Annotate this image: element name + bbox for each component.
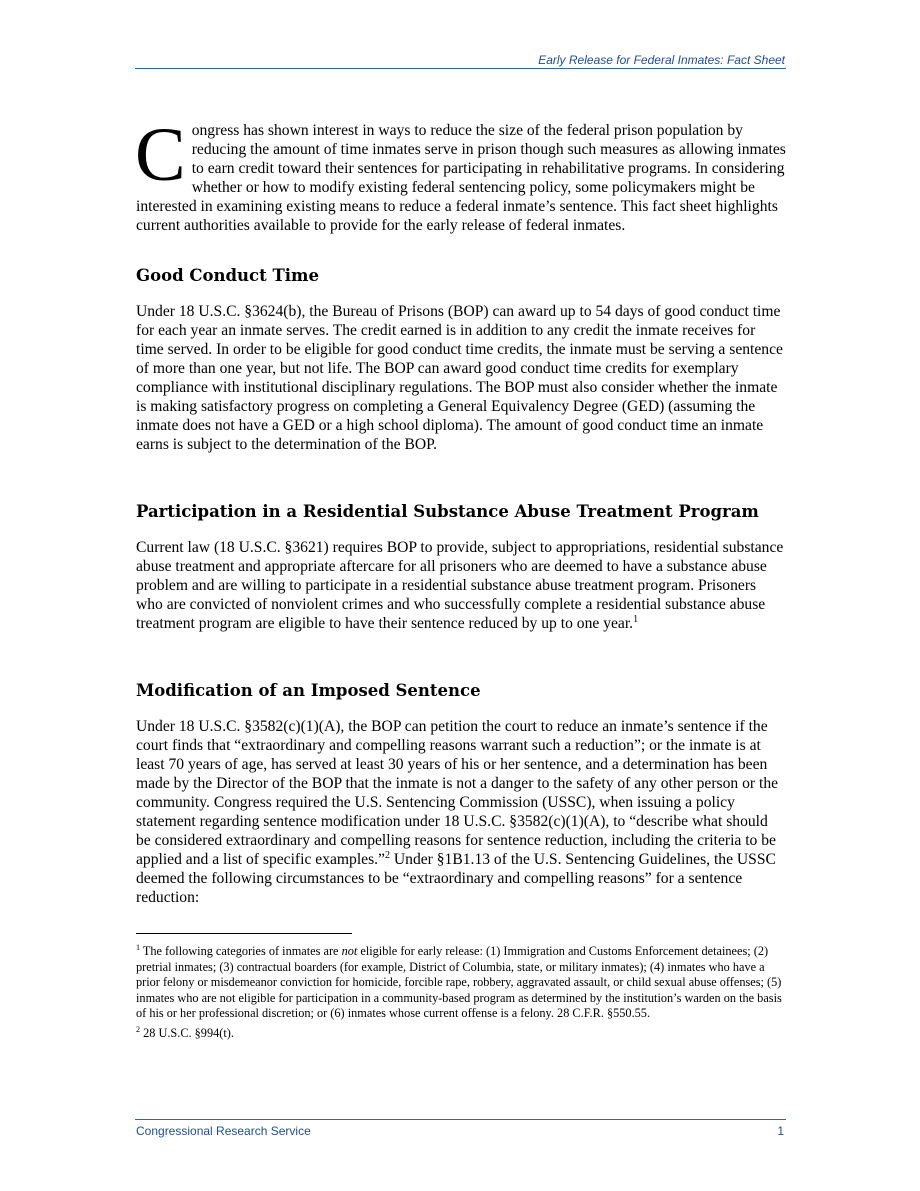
footnote-1 <box>136 944 786 1022</box>
footnotes <box>136 944 786 1046</box>
good-conduct-paragraph: Under 18 U.S.C. §3624(b), the Bureau of Prisons (BOP) can award up to 54 days of good conduct time for each year an inmate serves. The credit earned is in addition to any credit the inmate receives for time served. In order to be eligible for good conduct time credits, the inmate must be serving a sentence of more than one year, but not life. The BOP can award good conduct time credits for exemplary compliance with institutional disciplinary regulations. The BOP must also consider whether the inmate is making satisfactory progress on completing a General Equivalency Degree (GED) (assuming the inmate does not have a GED or a high school diploma). The amount of good conduct time an inmate earns is subject to the determination of the BOP. <box>136 303 783 453</box>
page-number: 1 <box>777 1124 784 1138</box>
footnote-separator <box>136 933 352 934</box>
header-rule <box>135 68 786 69</box>
footer-organization: Congressional Research Service <box>136 1124 311 1138</box>
modification-text-part2: Under §1B1.13 of the U.S. Sentencing Guidelines, the USSC deemed the following circumstances to be “extraordinary and compelling reasons” for a sentence reduction: <box>136 851 776 906</box>
footnote-ref-2[interactable]: 2 <box>384 849 390 861</box>
running-header-title: Early Release for Federal Inmates: Fact Sheet <box>538 53 785 67</box>
substance-abuse-paragraph <box>136 538 786 633</box>
footnote-number-2: 2 <box>136 1024 140 1034</box>
footer-rule <box>135 1119 786 1120</box>
modification-paragraph <box>136 717 786 907</box>
footnote-1-emphasis: not <box>341 944 358 958</box>
substance-abuse-text: Current law (18 U.S.C. §3621) requires BOP to provide, subject to appropriations, residential substance abuse treatment and appropriate aftercare for all prisoners who are deemed to have a substance abuse problem and are willing to participate in a residential substance abuse treatment program. Prisoners who are convicted of nonviolent crimes and who successfully complete a residential substance abuse treatment program are eligible to have their sentence reduced by up to one year. <box>136 539 784 632</box>
footnote-1-text-before: The following categories of inmates are <box>140 944 342 958</box>
footnote-1-text-after: eligible for early release: (1) Immigration and Customs Enforcement detainees; (2) pretrial inmates; (3) contractual boarders (for example, District of Columbia, state, or military inmates); (4) inmates who have a prior felony or misdemeanor conviction for homicide, forcible rape, robbery, aggravated assault, or child sexual abuse offenses; (5) inmates who are not eligible for participation in a community-based program as determined by the institution’s warden on the basis of his or her professional discretion; or (6) inmates whose current offense is a felony. 28 C.F.R. §550.55. <box>136 944 782 1021</box>
heading-substance-abuse-program: Participation in a Residential Substance Abuse Treatment Program <box>136 502 759 521</box>
heading-good-conduct-time: Good Conduct Time <box>136 266 319 285</box>
intro-paragraph <box>135 113 786 235</box>
footnote-2-text: 28 U.S.C. §994(t). <box>140 1025 234 1040</box>
intro-text: ongress has shown interest in ways to reduce the size of the federal prison population by reducing the amount of time inmates serve in prison though such measures as allowing inmates to earn credit toward their sentences for participating in rehabilitative programs. In considering whether or how to modify existing federal sentencing policy, some policymakers might be interested in examining existing means to reduce a federal inmate’s sentence. This fact sheet highlights current authorities available to provide for the early release of federal inmates. <box>136 122 786 234</box>
footnote-number-1: 1 <box>136 942 140 952</box>
footnote-ref-1[interactable]: 1 <box>633 613 639 625</box>
heading-modification-sentence: Modification of an Imposed Sentence <box>136 681 481 700</box>
footnote-2 <box>136 1026 786 1042</box>
drop-cap: C <box>135 113 186 197</box>
modification-text-part1: Under 18 U.S.C. §3582(c)(1)(A), the BOP can petition the court to reduce an inmate’s sentence if the court finds that “extraordinary and compelling reasons warrant such a reduction”; or the inmate is at least 70 years of age, has served at least 30 years of his or her sentence, and a determination has been made by the Director of the BOP that the inmate is not a danger to the safety of any other person or the community. Congress required the U.S. Sentencing Commission (USSC), when issuing a policy statement regarding sentence modification under 18 U.S.C. §3582(c)(1)(A), to “describe what should be considered extraordinary and compelling reasons for sentence reduction, including the criteria to be applied and a list of specific examples.” <box>136 718 779 868</box>
